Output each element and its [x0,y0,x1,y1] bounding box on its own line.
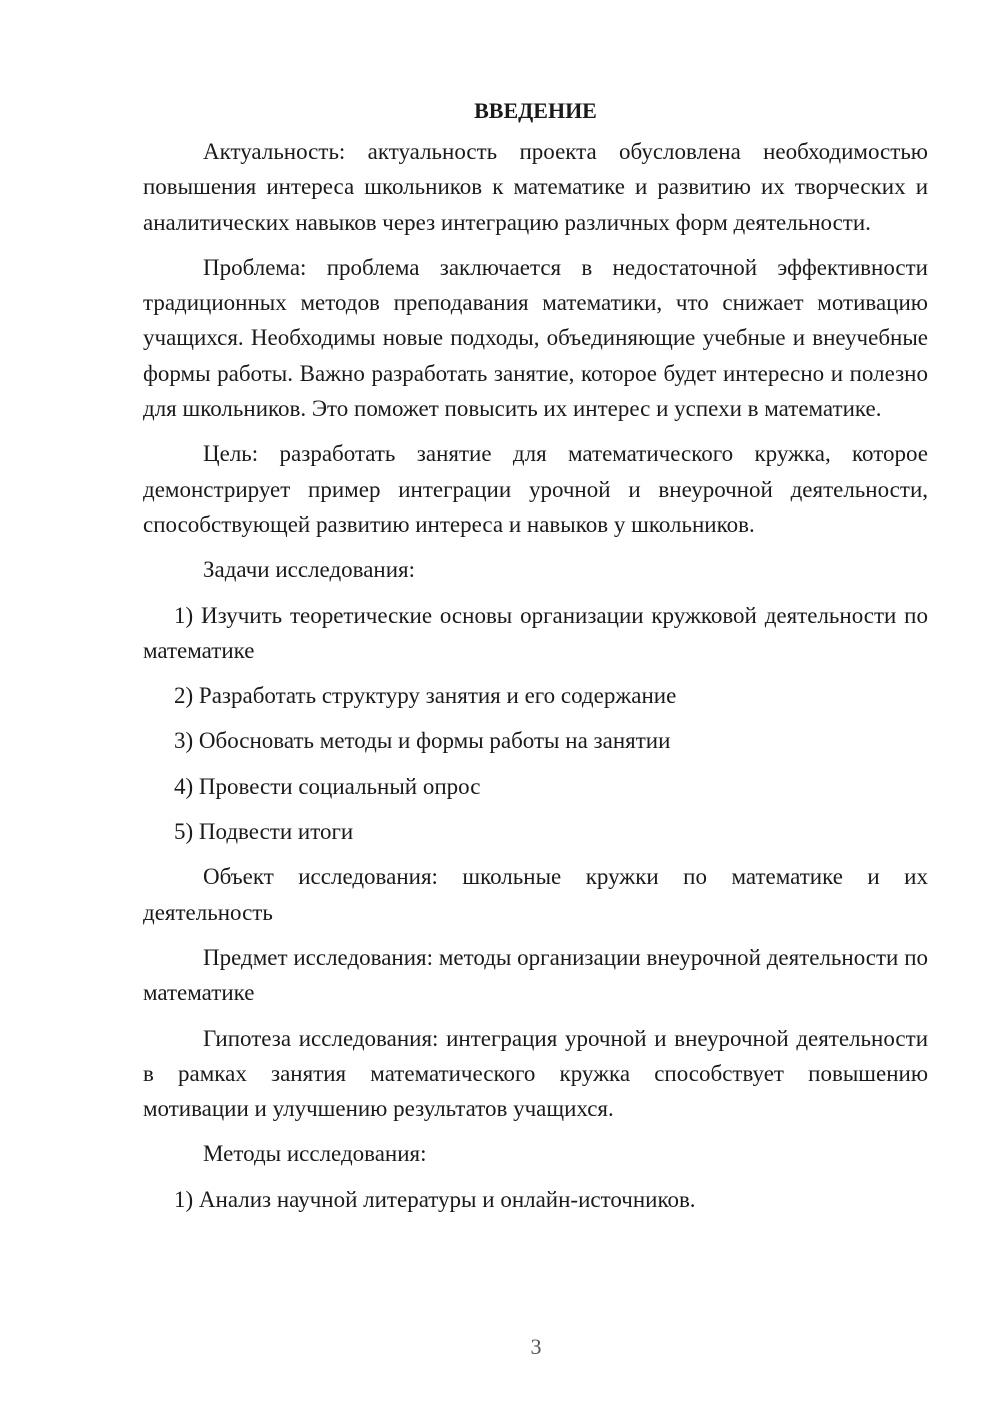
page-number: 3 [530,1334,542,1359]
object-paragraph: Объект исследования: школьные кружки по математике и их деятельность [143,864,928,925]
hypothesis-paragraph: Гипотеза исследования: интеграция урочной и внеурочной деятельности в рамках занятия математического кружка способствует повышению мотивации и улучшению результатов учащихся. [143,1025,928,1122]
goal-paragraph: Цель: разработать занятие для математического кружка, которое демонстрирует пример интеграции урочной и внеурочной деятельности, способствующей развитию интереса и навыков у школьников. [143,441,928,537]
methods-heading: Методы исследования: [203,1141,427,1167]
tasks-heading: Задачи исследования: [203,557,416,583]
task-item-3: 3) Обосновать методы и формы работы на занятии [174,728,671,754]
task-item-4: 4) Провести социальный опрос [174,773,481,799]
subject-paragraph: Предмет исследования: методы организации внеурочной деятельности по математике [143,944,928,1006]
problem-paragraph: Проблема: проблема заключается в недостаточной эффективности традиционных методов преподавания математики, что снижает мотивацию учащихся. Необходимы новые подходы, объединяющие учебные и внеучебные формы работы. Важно разработать занятие, которое будет интересно и полезно для школьников. Это поможет повысить их интерес и успехи в математике. [143,254,928,422]
page-content [143,96,928,1227]
method-item-1: 1) Анализ научной литературы и онлайн-источников. [174,1186,696,1212]
document-title: ВВЕДЕНИЕ [474,98,597,123]
task-item-5: 5) Подвести итоги [174,819,354,845]
task-item-2: 2) Разработать структуру занятия и его содержание [174,683,677,709]
relevance-paragraph: Актуальность: актуальность проекта обусловлена необходимостью повышения интереса школьников к математике и развитию их творческих и аналитических навыков через интеграцию различных форм деятельности. [143,139,928,235]
task-item-1: 1) Изучить теоретические основы организации кружковой деятельности по математике [143,602,928,663]
